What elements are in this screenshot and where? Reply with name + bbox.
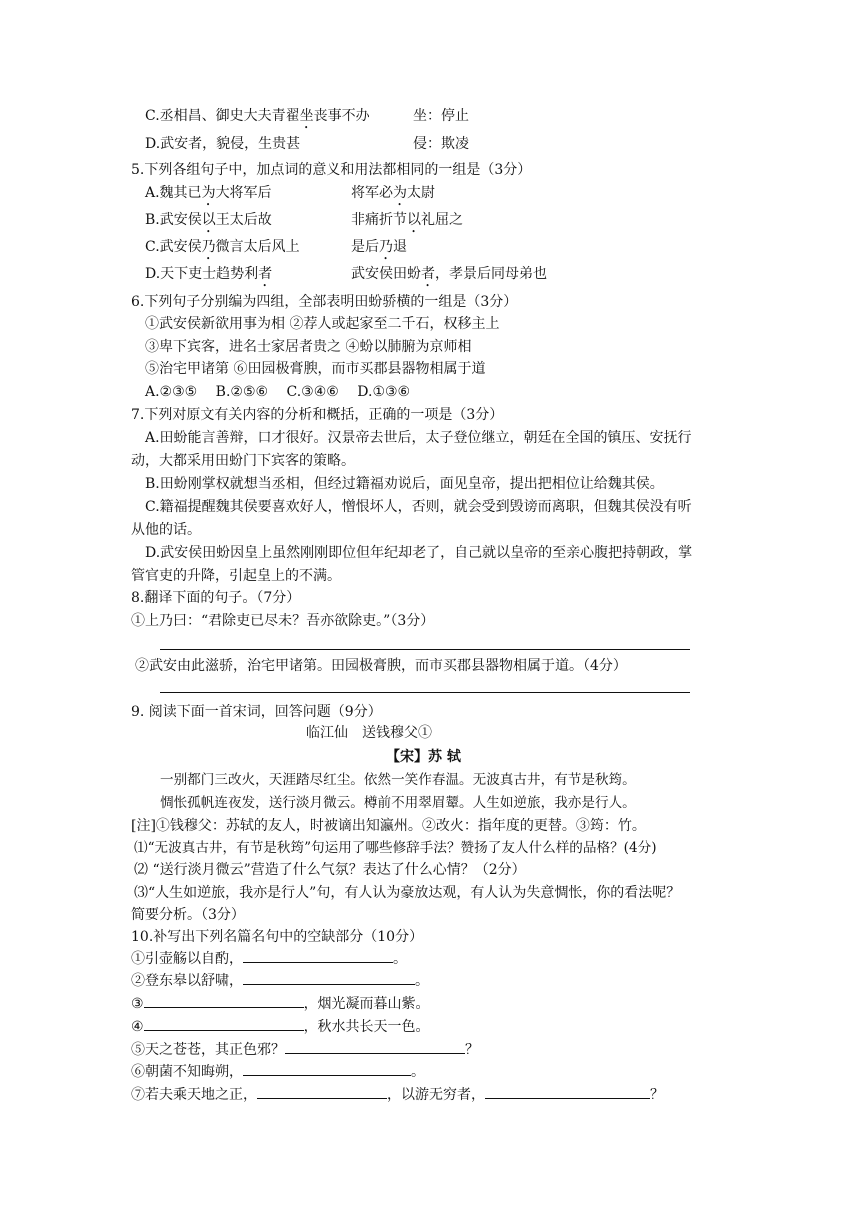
q10-blank-4[interactable] xyxy=(144,1016,304,1031)
q5-c-dotted-right: 乃 xyxy=(379,239,393,255)
q4-c-dotted-word: 坐 xyxy=(299,108,314,124)
q10-blank-5[interactable] xyxy=(285,1039,465,1054)
q10-blank-7b[interactable] xyxy=(485,1084,650,1099)
poem-title: 临江仙 送钱穆父① xyxy=(306,725,432,741)
q7-option-b: B.田蚡刚掌权就想当丞相，但经过籍福劝说后，面见皇帝，提出把相位让给魏其侯。 xyxy=(145,476,664,492)
q5-c-dotted-left: 乃 xyxy=(201,239,216,255)
q5-b-dotted-right: 以 xyxy=(407,212,421,228)
q10-blank-3[interactable] xyxy=(144,993,304,1008)
q10-stem: 10.补写出下列名篇名句中的空缺部分（10分） xyxy=(131,929,424,945)
q6-row-2: ③卑下宾客，进名士家居者贵之 ④蚡以肺腑为京师相 xyxy=(145,339,472,355)
q8-answer-line-2[interactable] xyxy=(160,692,690,693)
q7-option-a-line1: A.田蚡能言善辩，口才很好。汉景帝去世后，太子登位继立，朝廷在全国的镇压、安抚行 xyxy=(145,430,692,446)
q5-b-left: B.武安侯以王太后故 xyxy=(145,212,272,228)
q5-c-right: 是后乃退 xyxy=(351,239,407,255)
q5-a-left: A.魏其已为大将军后 xyxy=(145,185,272,201)
q9-subquestion-3-line1: ⑶“人生如逆旅，我亦是行人”句，有人认为豪放达观，有人认为失意惆怅，你的看法呢？ xyxy=(134,885,681,901)
q10-item-7: ⑦若夫乘天地之正， ，以游无穷者， ？ xyxy=(131,1084,664,1105)
q9-stem: 9. 阅读下面一首宋词，回答问题（9分） xyxy=(131,704,382,720)
poem-stanza-1: 一别都门三改火，天涯踏尽红尘。依然一笑作春温。无波真古井，有节是秋筠。 xyxy=(160,772,636,788)
q5-b-dotted-left: 以 xyxy=(201,212,216,228)
q7-stem: 7.下列对原文有关内容的分析和概括，正确的一项是（3分） xyxy=(131,407,504,423)
q9-subquestion-2: ⑵ “送行淡月微云”营造了什么气氛？表达了什么心情？（2分） xyxy=(134,862,526,878)
q5-stem: 5.下列各组句子中，加点词的意义和用法都相同的一组是（3分） xyxy=(131,162,532,178)
q9-subquestion-1: ⑴“无波真古井，有节是秋筠”句运用了哪些修辞手法？赞扬了友人什么样的品格？(4分) xyxy=(134,840,657,856)
q7-option-c-line1: C.籍福提醒魏其侯要喜欢好人，憎恨坏人，否则，就会受到毁谤而离职，但魏其侯没有听 xyxy=(145,499,692,515)
q7-option-d-line2: 管官吏的升降，引起皇上的不满。 xyxy=(131,568,341,584)
q7-option-a-line2: 动，大都采用田蚡门下宾客的策略。 xyxy=(131,453,355,469)
q4-c-gloss: 坐：停止 xyxy=(413,108,469,124)
q5-a-right: 将军必为太尉 xyxy=(351,185,435,201)
q5-b-right: 非痛折节以礼屈之 xyxy=(351,212,463,228)
q10-item-5: ⑤天之苍苍，其正色邪？ ？ xyxy=(131,1039,479,1060)
q6-row-1: ①武安侯新欲用事为相 ②荐人或起家至二千石，权移主上 xyxy=(145,316,500,332)
q4-d-gloss: 侵：欺凌 xyxy=(413,136,469,152)
q10-blank-2[interactable] xyxy=(243,970,415,985)
q5-d-right: 武安侯田蚡者，孝景后同母弟也 xyxy=(351,266,547,282)
poem-author: 【宋】苏 轼 xyxy=(386,749,461,765)
q5-a-dotted-left: 为 xyxy=(201,185,216,201)
q5-d-dotted-left: 者 xyxy=(258,266,273,282)
q10-blank-7a[interactable] xyxy=(257,1084,387,1099)
poem-stanza-2: 惆怅孤帆连夜发，送行淡月微云。樽前不用翠眉颦。人生如逆旅，我亦是行人。 xyxy=(160,795,636,811)
q9-subquestion-3-line2: 简要分析。（3分） xyxy=(131,907,245,923)
q10-blank-6[interactable] xyxy=(243,1061,411,1076)
q6-options: A.②③⑤ B.②⑤⑥ C.③④⑥ D.①③⑥ xyxy=(145,384,411,400)
q5-c-left: C.武安侯乃微言太后风上 xyxy=(145,239,300,255)
q10-item-1: ①引壶觞以自酌， 。 xyxy=(131,948,407,969)
q5-d-dotted-right: 者 xyxy=(421,266,435,282)
q8-stem: 8.翻译下面的句子。（7分） xyxy=(131,590,301,606)
poem-note: [注]①钱穆父：苏轼的友人，时被谪出知瀛州。②改火：指年度的更替。③筠：竹。 xyxy=(131,818,646,834)
q4-c-text-b: 丧事不办 xyxy=(313,108,370,124)
q10-item-4: ④ ，秋水共长天一色。 xyxy=(131,1016,430,1037)
q10-item-2: ②登东皋以舒啸， 。 xyxy=(131,970,429,991)
q8-answer-line-1[interactable] xyxy=(160,649,690,650)
q4-option-d: D.武安者，貌侵，生贵甚 xyxy=(145,136,301,152)
q10-blank-1[interactable] xyxy=(243,948,393,963)
q5-a-dotted-right: 为 xyxy=(393,185,407,201)
q6-stem: 6.下列句子分别编为四组，全部表明田蚡骄横的一组是（3分） xyxy=(131,294,518,310)
q7-option-c-line2: 从他的话。 xyxy=(131,522,201,538)
q7-option-d-line1: D.武安侯田蚡因皇上虽然刚刚即位但年纪却老了，自己就以皇帝的至亲心腹把持朝政，掌 xyxy=(145,545,693,561)
q8-sentence-1: ①上乃曰：“君除吏已尽未？吾亦欲除吏。”（3分） xyxy=(131,613,435,629)
q10-item-3: ③ ，烟光凝而暮山紫。 xyxy=(131,993,430,1014)
q8-sentence-2: ②武安由此滋骄，治宅甲诸第。田园极膏腴，而市买郡县器物相属于道。（4分） xyxy=(135,658,627,674)
q10-item-6: ⑥朝菌不知晦朔， 。 xyxy=(131,1061,425,1082)
q4-c-text-a: C.丞相昌、御史大夫青翟 xyxy=(145,108,300,124)
q6-row-3: ⑤治宅甲诸第 ⑥田园极膏腴，而市买郡县器物相属于道 xyxy=(145,361,486,377)
q4-option-c xyxy=(145,106,370,132)
q5-d-left: D.天下吏士趋势利者 xyxy=(145,266,273,282)
